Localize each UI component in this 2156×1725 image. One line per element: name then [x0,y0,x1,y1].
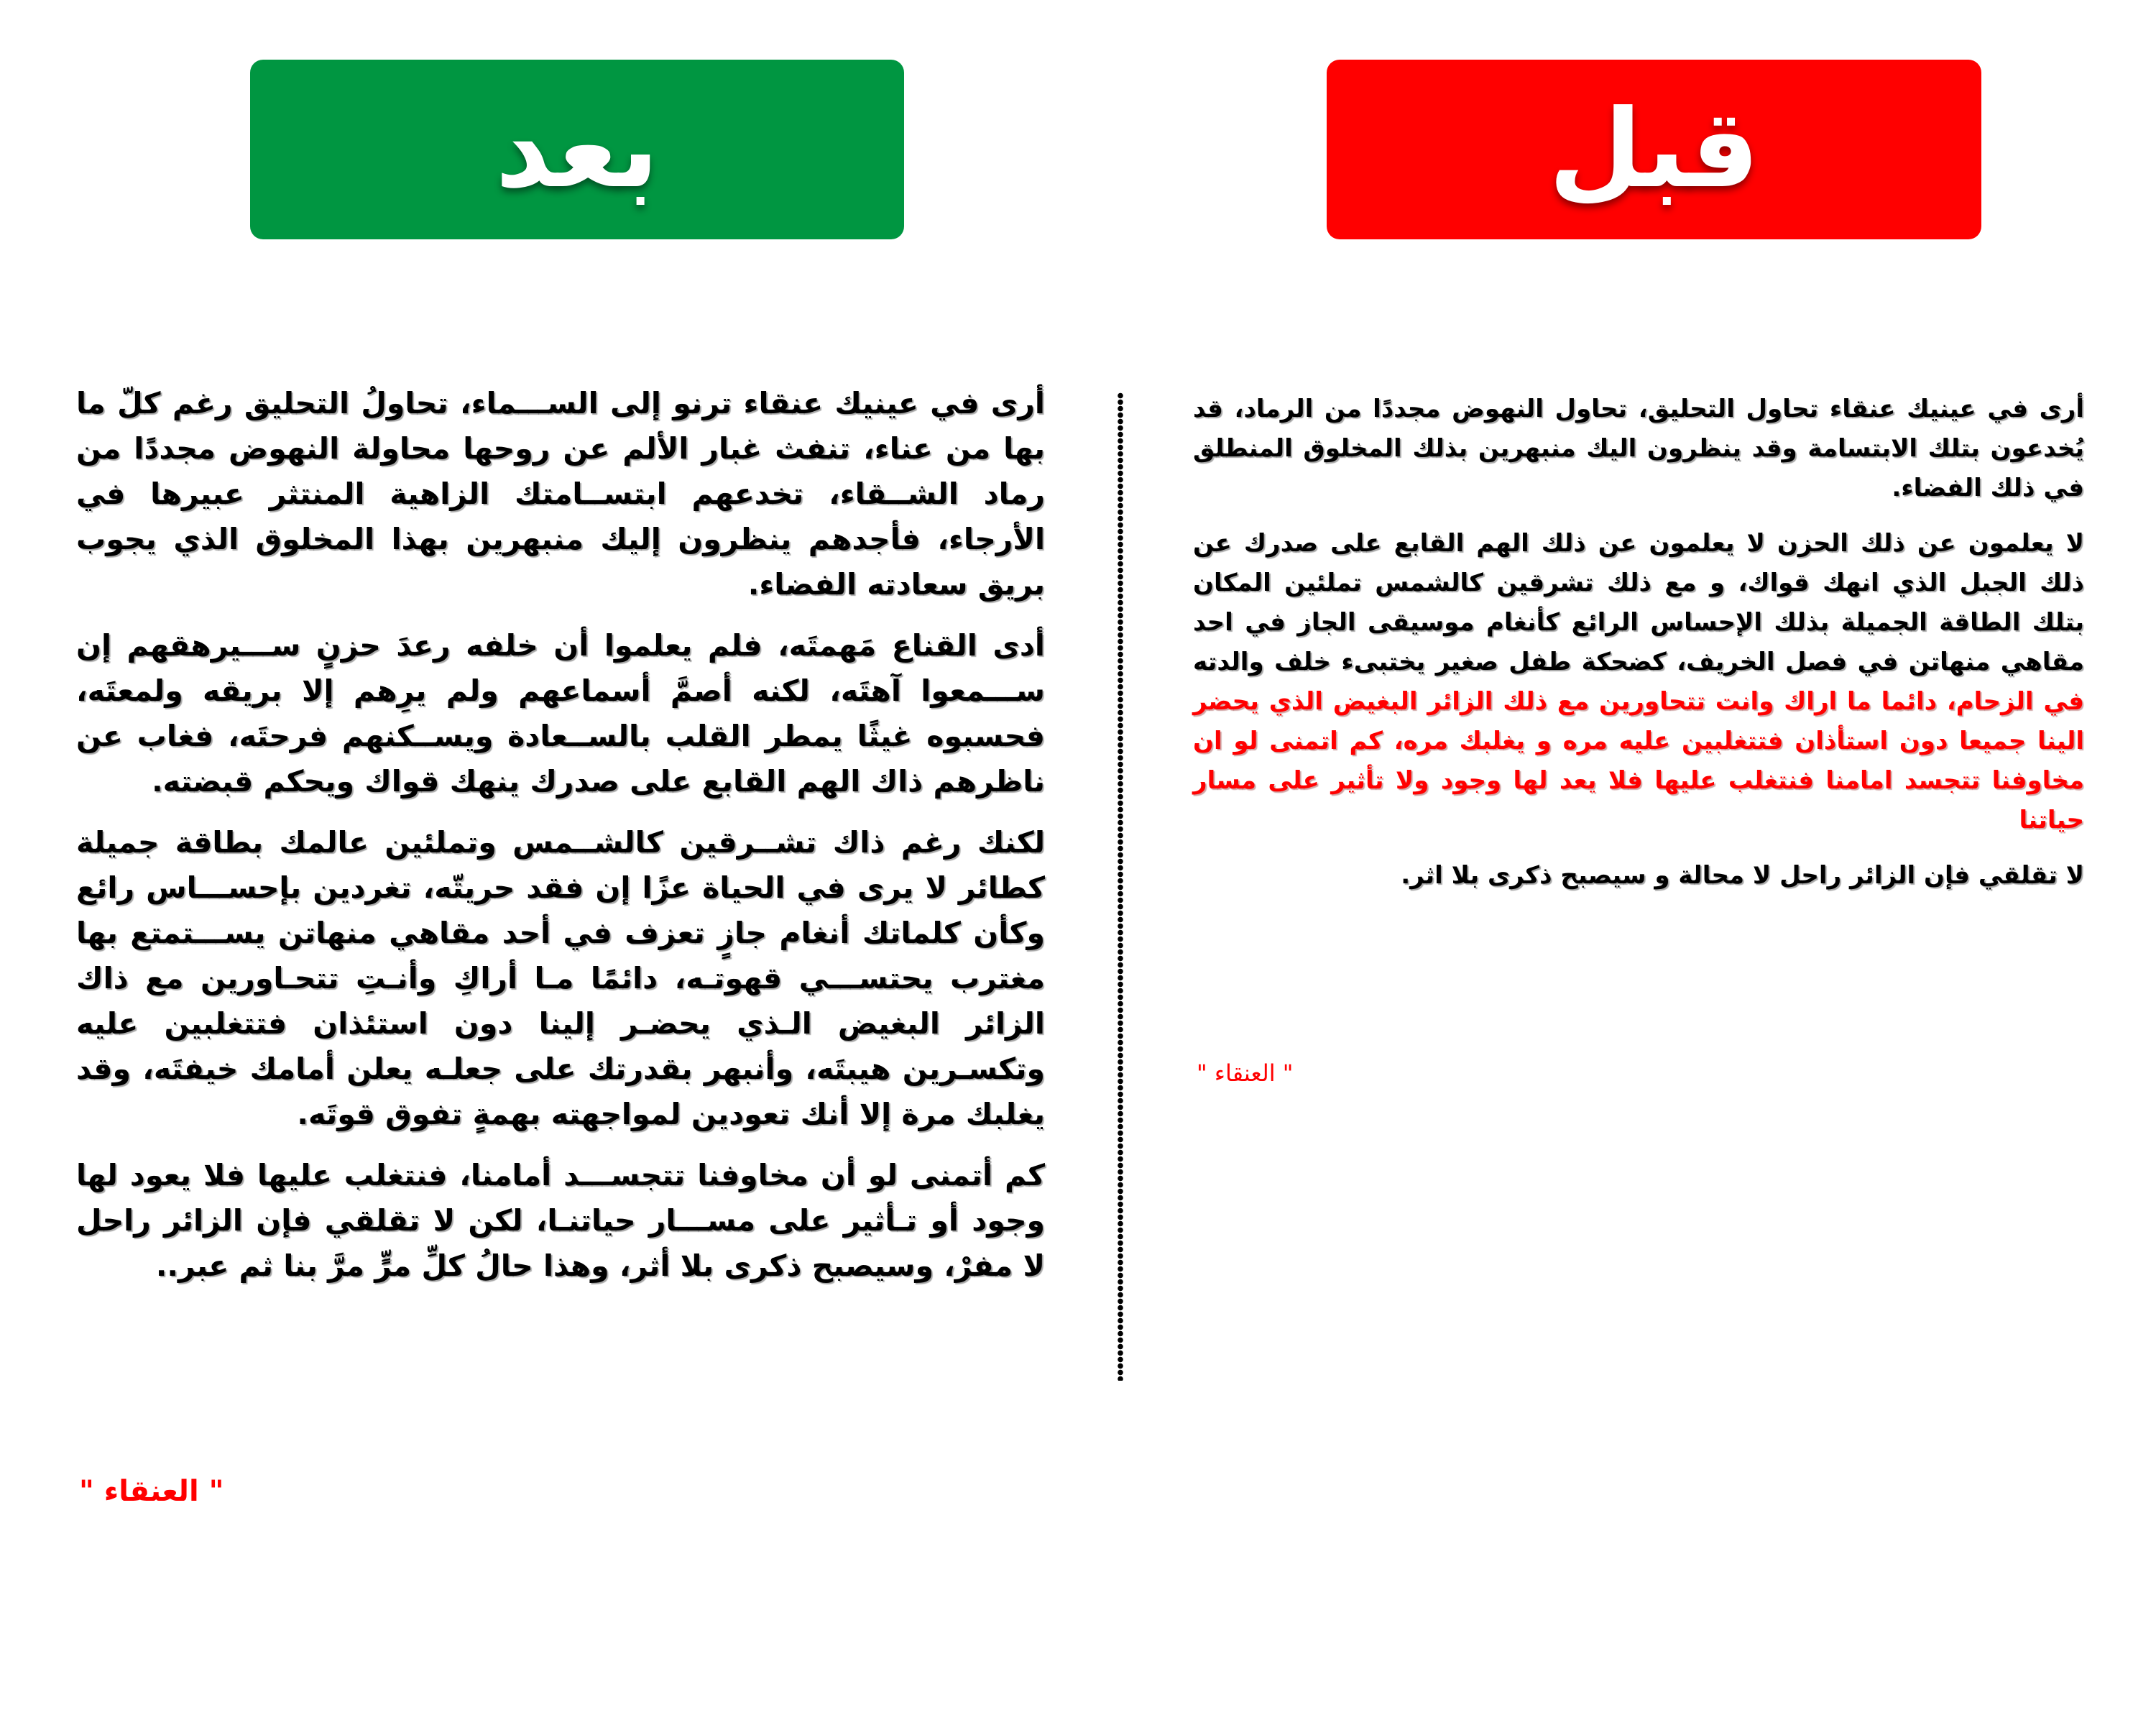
dotted-divider [1118,392,1123,1381]
before-paragraph-2 [1193,524,2084,840]
after-paragraph-2: أدى القناع مَهمتَه، فلم يعلموا أن خلفه رعدَ حزنٍ ســـيرهقهم إن ســـمعوا آهتَه، لكنه أصمَّ أسماعهم ولم يرِهم إلا بريقه ولمعتَه، فحسبوه غيثًا يمطر القلب بالســعادة ويســكنهم فرحتَه، فغاب عن ناظرهم ذاك الهم القابع على صدرك ينهك قواك ويحكم قبضته. [76,628,1045,799]
before-paragraph-1: أرى في عينيك عنقاء تحاول التحليق، تحاول النهوض مجددًا من الرماد، قد يُخدعون بتلك الابتسامة وقد ينظرون اليك منبهرين بذلك المخلوق المنطلق في ذلك الفضاء. [1193,395,2084,502]
before-paragraph-2-black: لا يعلمون عن ذلك الحزن لا يعلمون عن ذلك الهم القابع على صدرك عن ذلك الجبل الذي انهك قواك، و مع ذلك تشرقين كالشمس تملئين المكان بتلك الطاقة الجميلة بذلك الإحساس الرائع كأنغام موسيقى الجاز في احد مقاهي منهاتن في فصل الخريف، كضحكة طفل صغير يختبىء خلف والدته [1193,529,2084,676]
after-paragraph-4: كم أتمنى لو أن مخاوفنا تتجســـد أمامنا، فنتغلب عليها فلا يعود لها وجود أو تـأثير على مســـار حياتنـا، لكن لا تقلقي فإن الزائر راحل لا مفرْ، وسيصبح ذكرى بلا أثر، وهذا حالُ كلِّ مرٍّ مرَّ بنا ثم عبر.. [76,1158,1045,1283]
after-banner [250,60,904,239]
before-banner [1327,60,1981,239]
after-banner-label: بعد [495,87,659,212]
before-paragraph-3: لا تقلقي فإن الزائر راحل لا محالة و سيصبح ذكرى بلا اثر. [1401,861,2084,890]
before-banner-label: قبل [1548,87,1760,212]
after-paragraph-3: لكنك رغم ذاك تشــرقين كالشــمس وتملئين عالمك بطاقة جميلة كطائر لا يرى في الحياة عزًا إن فقد حريتّه، تغردين بإحســـاس رائع وكأن كلماتك أنغام جازٍ تعزف في أحد مقاهي منهاتن يســـتمتع بها مغترب يحتســـي قهوتـه، دائمًا مـا أراكِ وأنـتِ تتحـاورين مع ذاك الزائر البغيض الـذي يحضـر إلينا دون استئذان فتتغلبين عليه وتكسـرين هيبتَه، وأنبهر بقدرتك على جعلـه يعلن أمامك خيفتَه، وقد يغلبك مرة إلا أنك تعودين لمواجهته بهمةٍ تفوق قوتَه. [76,825,1045,1131]
after-paragraph-1: أرى في عينيك عنقاء ترنو إلى الســـماء، تحاولُ التحليق رغم كلّ ما بها من عناء، تنفث غبار الألم عن روحها محاولة النهوض مجددًا من رماد الشــقاء، تخدعهم ابتســامتك الزاهية المنتثر عبيرها في الأرجاء، فأجدهم ينظرون إليك منبهرين بهذا المخلوق الذي يجوب بريق سعادته الفضاء. [76,386,1045,602]
before-paragraph-2-red: في الزحام، دائما ما اراك وانت تتحاورين مع ذلك الزائر البغيض الذي يحضر الينا جميعا دون استأذان فتتغلبين عليه مره و يغلبك مره، كم اتمنى لو ان مخاوفنا تتجسد امامنا فنتغلب عليها فلا يعد لها وجود ولا تأثير على مسار حياتنا [1193,687,2084,834]
after-signature: " العنقاء " [79,1475,224,1508]
after-text-column [76,381,1045,1305]
before-signature: " العنقاء " [1197,1059,1294,1087]
before-text-column [1193,390,2084,911]
